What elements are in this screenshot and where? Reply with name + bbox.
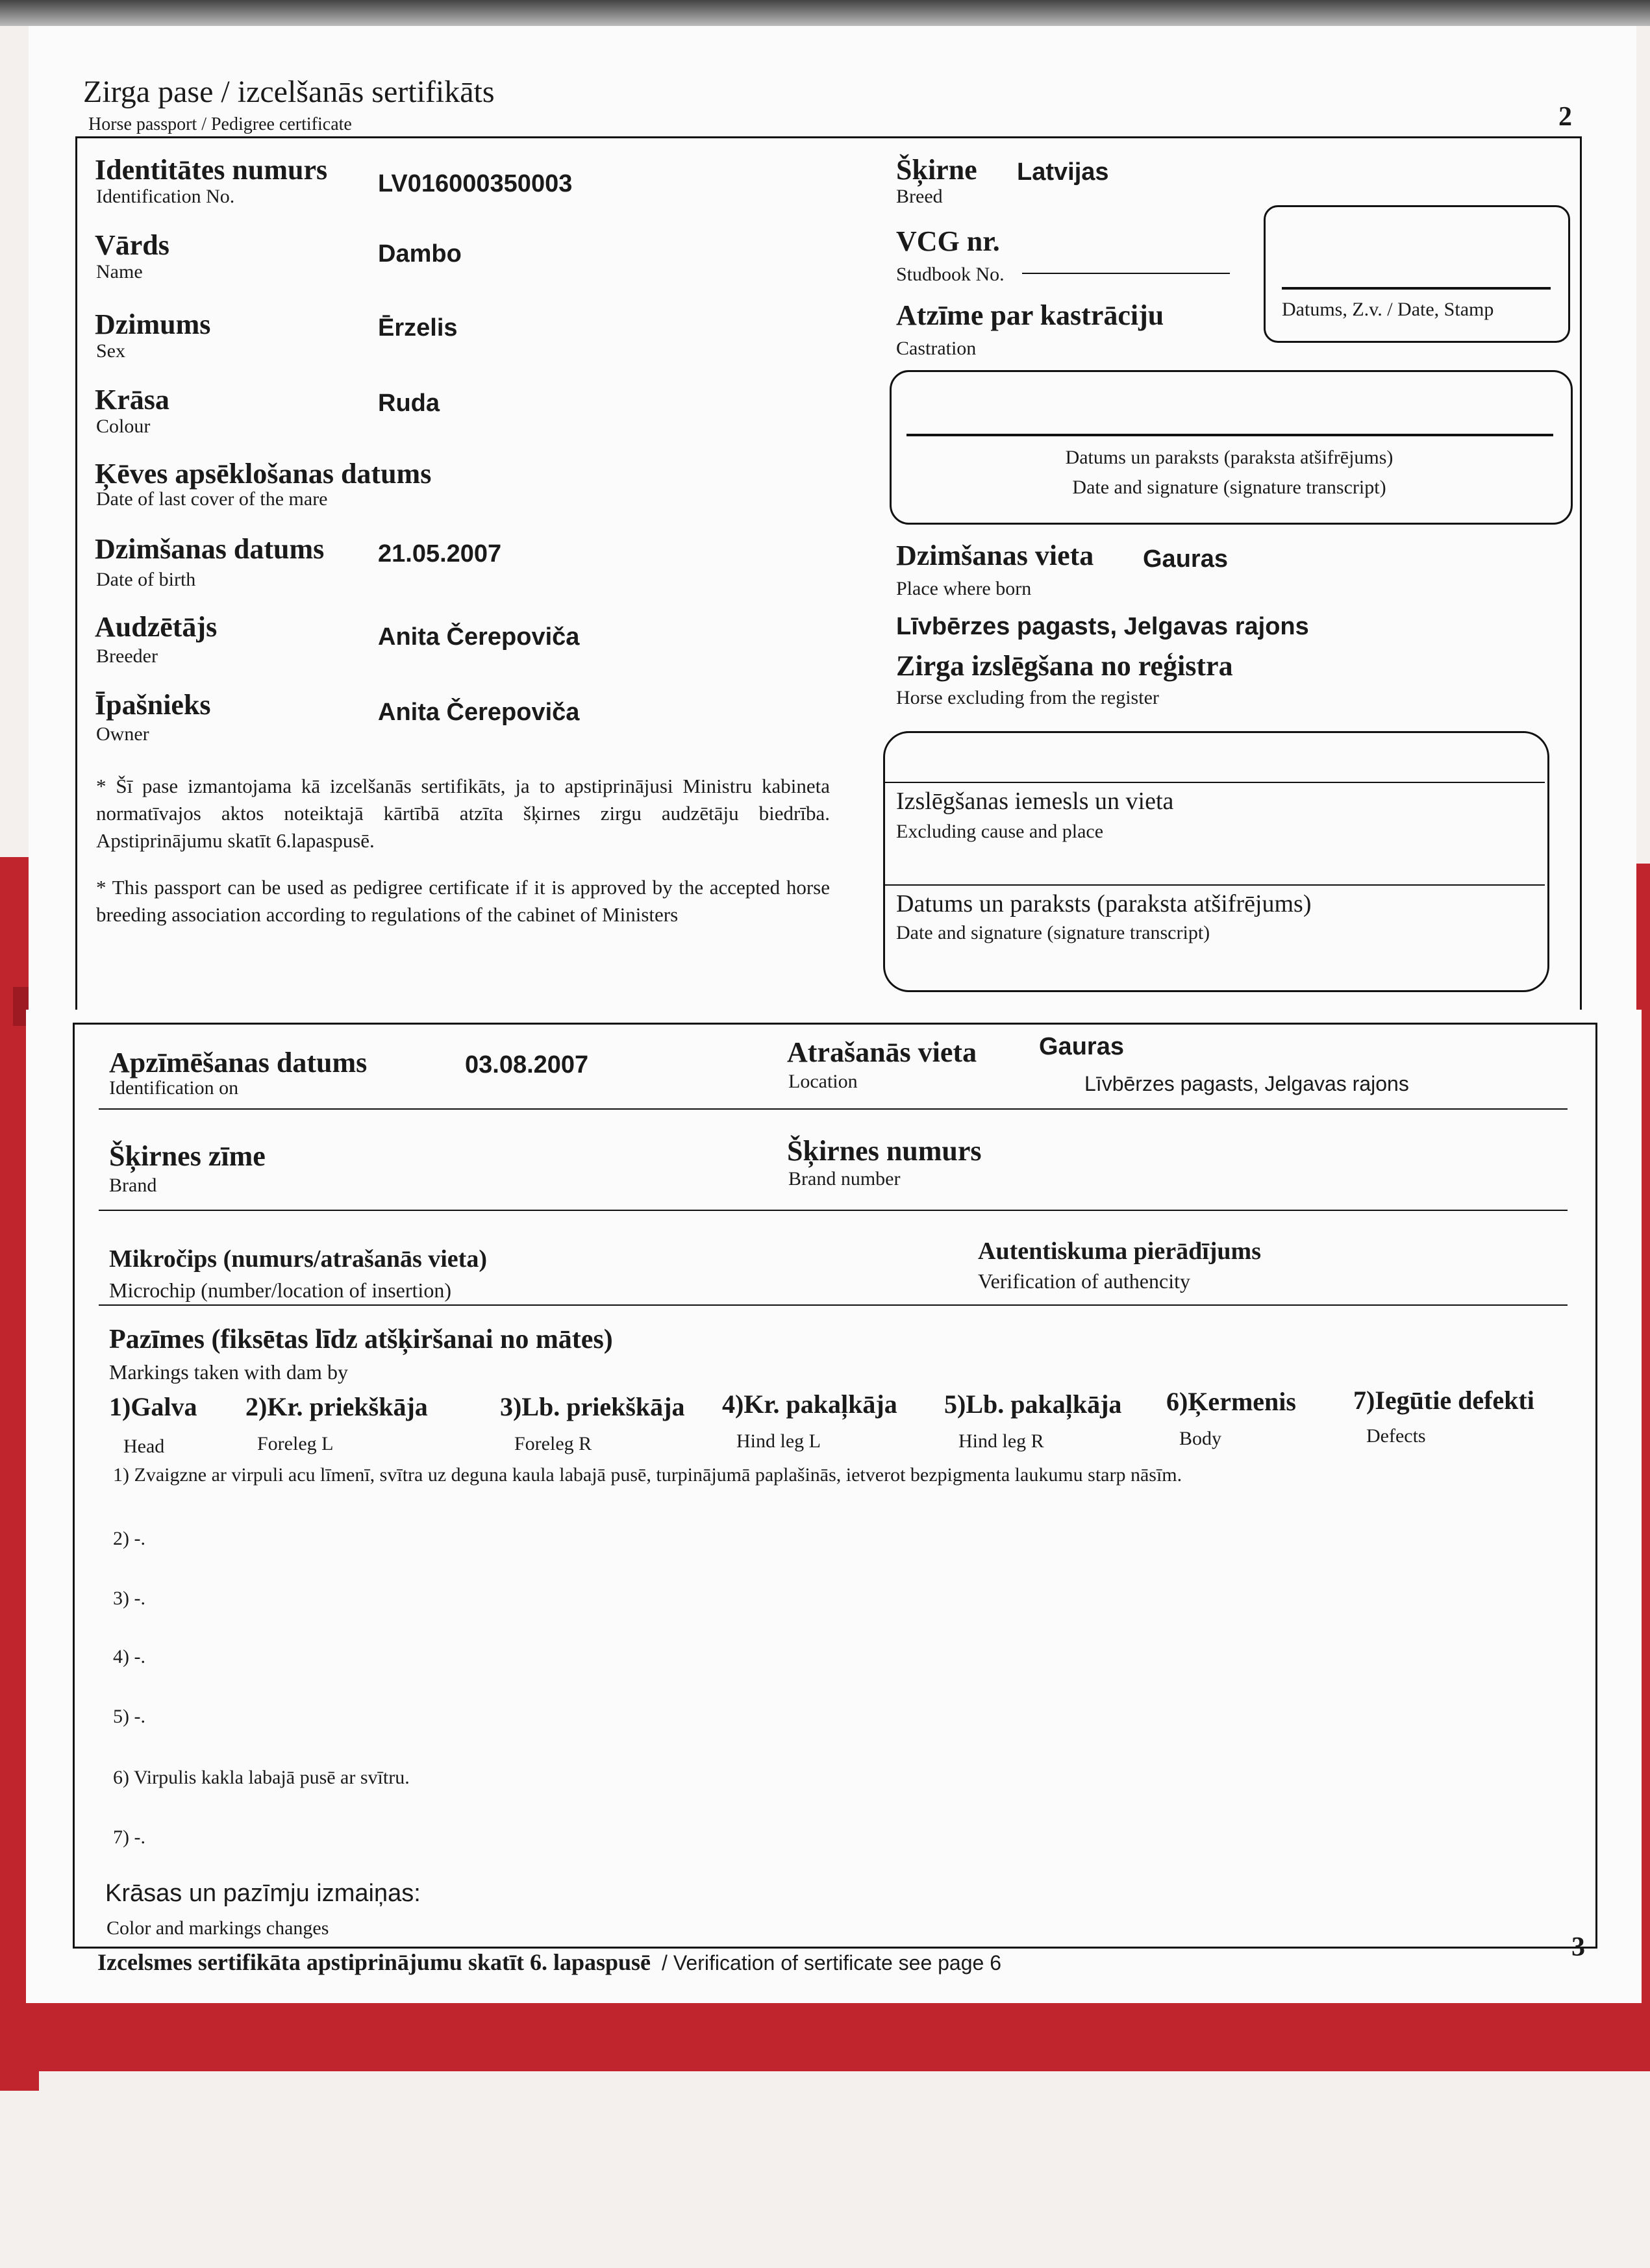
page-title: Zirga pase / izcelšanās sertifikāts [83, 75, 495, 109]
brand-number-label-en: Brand number [788, 1168, 901, 1190]
stamp-box-label: Datums, Z.v. / Date, Stamp [1282, 299, 1494, 320]
dob-value: 21.05.2007 [378, 540, 502, 567]
divider-3 [99, 1304, 1568, 1306]
excluding-line-1 [885, 782, 1545, 783]
birthplace-label-en: Place where born [896, 578, 1032, 599]
col-hindleg-l-en: Hind leg L [736, 1430, 821, 1452]
dob-label: Dzimšanas datums [95, 533, 325, 565]
page-2 [29, 26, 1636, 1039]
birthplace-value: Gauras [1143, 545, 1228, 573]
owner-label: Īpašnieks [95, 689, 211, 721]
col-head-en: Head [123, 1436, 165, 1457]
birthplace-label: Dzimšanas vieta [896, 540, 1094, 571]
divider-2 [99, 1210, 1568, 1211]
sex-label: Dzimums [95, 308, 211, 340]
col-hindleg-l: 4)Kr. pakaļkāja [722, 1389, 897, 1419]
page-number: 2 [1558, 102, 1572, 132]
breeder-label-en: Breeder [96, 645, 158, 667]
ident-label: Apzīmēšanas datums [109, 1047, 368, 1078]
page-3 [26, 1010, 1642, 2003]
col-foreleg-r-en: Foreleg R [514, 1433, 592, 1454]
castration-box-en: Date and signature (signature transcript) [1072, 477, 1386, 498]
location-value: Gauras [1039, 1033, 1124, 1060]
excl-cause-lv: Izslēgšanas iemesls un vieta [896, 788, 1174, 815]
marking-5: 5) -. [113, 1706, 145, 1727]
owner-value: Anita Čerepoviča [378, 699, 580, 726]
sex-value: Ērzelis [378, 314, 458, 342]
name-value: Dambo [378, 240, 462, 268]
ident-label-en: Identification on [109, 1077, 239, 1099]
col-body: 6)Ķermenis [1166, 1387, 1296, 1416]
col-defects-en: Defects [1366, 1425, 1426, 1447]
owner-label-en: Owner [96, 723, 149, 745]
castration-box-lv: Datums un paraksts (paraksta atšifrējums) [1065, 447, 1394, 468]
footer-note-en: / Verification of sertificate see page 6 [662, 1951, 1001, 1975]
divider-1 [99, 1108, 1568, 1110]
marking-6: 6) Virpulis kakla labajā pusē ar svītru. [113, 1767, 410, 1788]
breed-label: Šķirne [896, 154, 977, 186]
col-hindleg-r-en: Hind leg R [958, 1430, 1044, 1452]
cover-label: Ķēves apsēklošanas datums [95, 458, 432, 490]
excluding-line-2 [885, 884, 1545, 886]
markings-title-en: Markings taken with dam by [109, 1360, 348, 1384]
col-body-en: Body [1179, 1428, 1222, 1449]
brand-number-label: Šķirnes numurs [787, 1135, 982, 1167]
changes-label: Krāsas un pazīmju izmaiņas: [105, 1880, 421, 1907]
excluding-label-en: Horse excluding from the register [896, 687, 1159, 708]
colour-label: Krāsa [95, 384, 169, 416]
marking-4: 4) -. [113, 1646, 145, 1667]
changes-label-en: Color and markings changes [106, 1917, 329, 1939]
sex-label-en: Sex [96, 340, 125, 362]
note-en: * This passport can be used as pedigree certificate if it is approved by the accepted horse breeding association according to regulations of the cabinet of Ministers [96, 876, 830, 926]
vcg-label-en: Studbook No. [896, 264, 1005, 285]
colour-value: Ruda [378, 390, 440, 417]
col-hindleg-r: 5)Lb. pakaļkāja [944, 1389, 1122, 1419]
col-head: 1)Galva [109, 1392, 197, 1421]
footer-note-lv: Izcelsmes sertifikāta apstiprinājumu skatīt 6. lapaspusē [97, 1949, 651, 1975]
vcg-label: VCG nr. [896, 225, 1000, 257]
castration-label: Atzīme par kastrāciju [896, 299, 1164, 331]
excluding-label: Zirga izslēgšana no reģistra [896, 650, 1233, 682]
stamp-line [1282, 287, 1551, 290]
castration-label-en: Castration [896, 338, 977, 359]
col-foreleg-l-en: Foreleg L [257, 1433, 334, 1454]
verification-label: Autentiskuma pierādījums [978, 1238, 1261, 1265]
id-value: LV016000350003 [378, 170, 573, 197]
location-label-en: Location [788, 1071, 858, 1092]
colour-label-en: Colour [96, 416, 151, 437]
excl-date-lv: Datums un paraksts (paraksta atšifrējums) [896, 890, 1312, 917]
top-edge-shadow [0, 0, 1650, 26]
markings-title: Pazīmes (fiksētas līdz atšķiršanai no mātes) [109, 1325, 613, 1354]
page-subtitle: Horse passport / Pedigree certificate [88, 114, 352, 134]
note-lv: * Šī pase izmantojama kā izcelšanās sertifikāts, ja to apstiprinājusi Ministru kabineta normatīvajos aktos noteiktajā kārtībā atzīta šķirnes zirgu audzētāju biedrība. Apstiprinājumu skatīt 6.lapaspusē. [96, 775, 830, 852]
marking-2: 2) -. [113, 1528, 145, 1549]
breed-label-en: Breed [896, 186, 943, 207]
location-label: Atrašanās vieta [787, 1036, 977, 1068]
excl-cause-en: Excluding cause and place [896, 821, 1104, 842]
name-label-en: Name [96, 261, 143, 282]
marking-1: 1) Zvaigzne ar virpuli acu līmenī, svītra uz deguna kaula labajā pusē, turpinājumā paplašinās, ietverot bezpigmenta laukumu starp nāsīm. [113, 1464, 1182, 1486]
microchip-label: Mikročips (numurs/atrašanās vieta) [109, 1245, 487, 1273]
dob-label-en: Date of birth [96, 569, 196, 590]
marking-7: 7) -. [113, 1826, 145, 1848]
brand-label: Šķirnes zīme [109, 1140, 266, 1172]
birthplace-value-2: Līvbērzes pagasts, Jelgavas rajons [896, 613, 1309, 640]
cover-label-en: Date of last cover of the mare [96, 488, 328, 510]
microchip-label-en: Microchip (number/location of insertion) [109, 1278, 451, 1302]
name-label: Vārds [95, 229, 169, 261]
breed-value: Latvijas [1017, 158, 1109, 186]
excluding-box [883, 731, 1549, 992]
id-label: Identitātes numurs [95, 154, 328, 186]
brand-label-en: Brand [109, 1175, 157, 1196]
marking-3: 3) -. [113, 1588, 145, 1609]
passport-cover-bottom [13, 2000, 1646, 2071]
id-label-en: Identification No. [96, 186, 235, 207]
studbook-line [1022, 273, 1230, 274]
excl-date-en: Date and signature (signature transcript) [896, 922, 1210, 943]
verification-label-en: Verification of authencity [978, 1269, 1190, 1293]
breeder-value: Anita Čerepoviča [378, 623, 580, 651]
breeder-label: Audzētājs [95, 611, 218, 643]
stamp-box [1264, 205, 1570, 343]
ident-value: 03.08.2007 [465, 1051, 589, 1078]
location-value-2: Līvbērzes pagasts, Jelgavas rajons [1084, 1072, 1409, 1095]
castration-line [906, 434, 1553, 436]
page-number-3: 3 [1571, 1932, 1585, 1962]
col-defects: 7)Iegūtie defekti [1353, 1386, 1534, 1415]
col-foreleg-l: 2)Kr. priekškāja [245, 1392, 428, 1421]
col-foreleg-r: 3)Lb. priekškāja [500, 1392, 685, 1421]
footer-note [97, 1949, 1001, 1976]
